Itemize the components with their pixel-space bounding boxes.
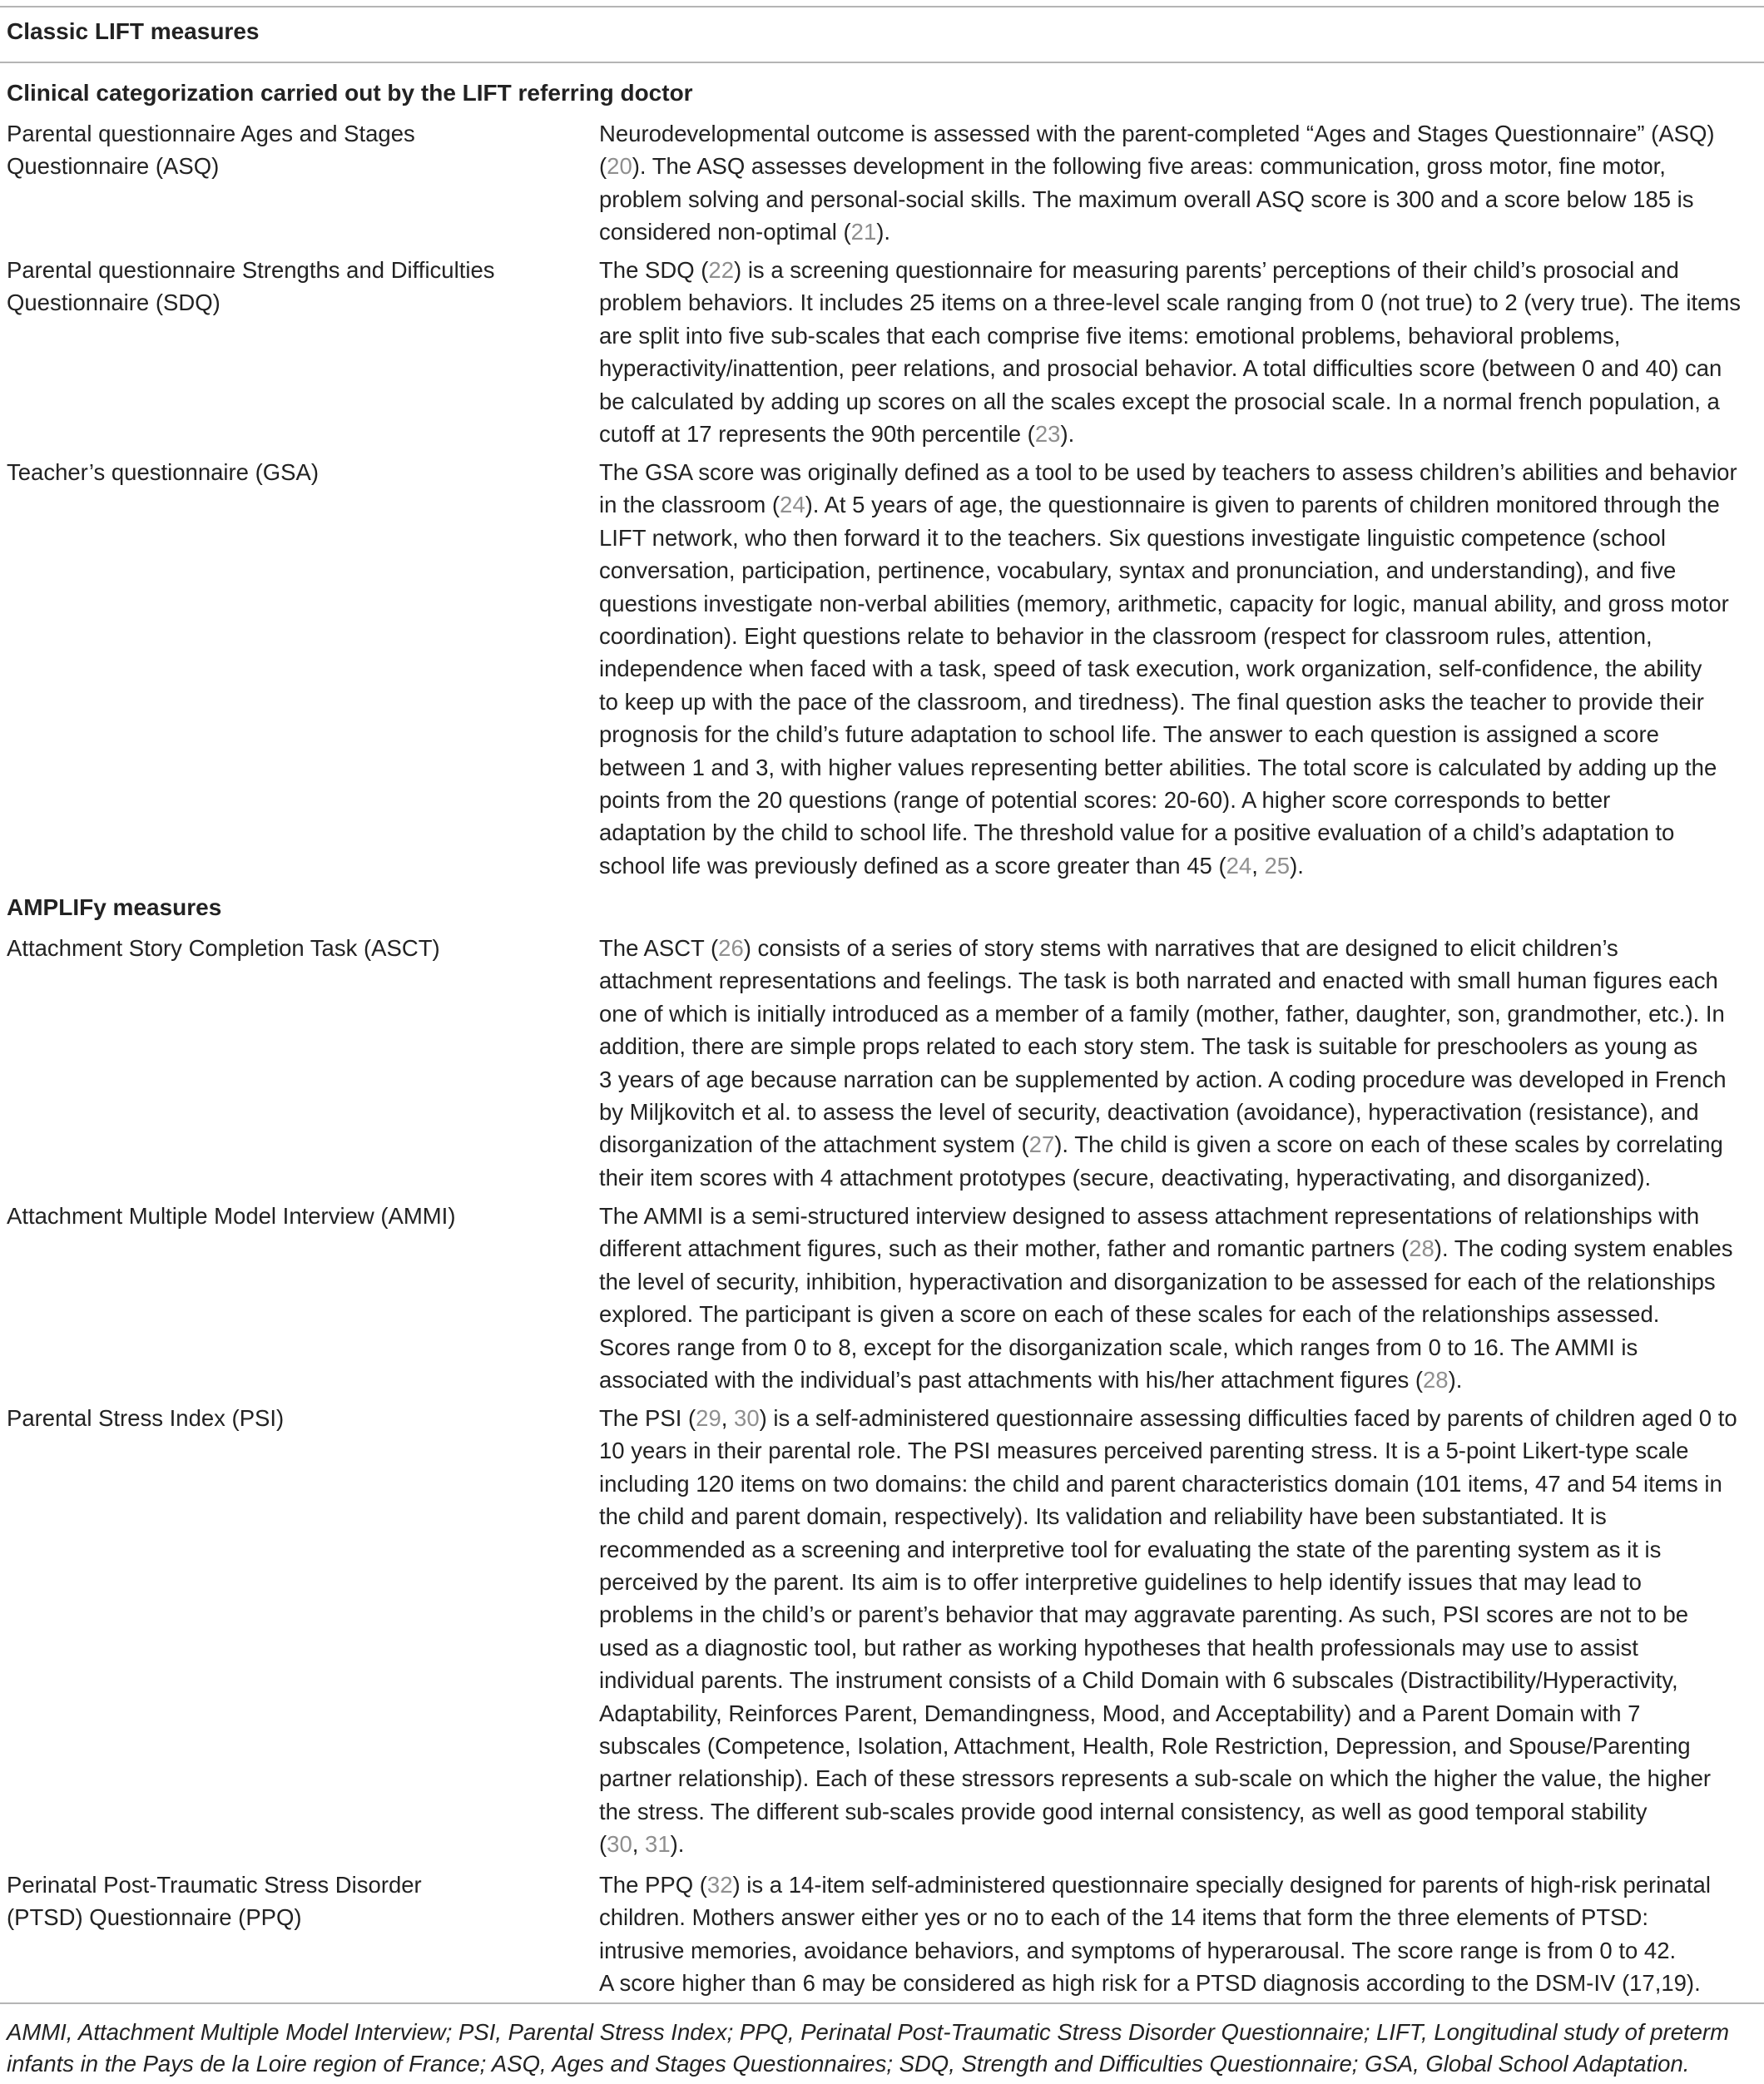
description-text: ). [1060, 421, 1075, 448]
row-description [599, 1869, 1761, 2000]
citation-ref: 30 [607, 1831, 632, 1858]
description-text: , [632, 1831, 646, 1858]
description-text: 3 years of age because narration can be supplemented by action. A coding procedure was developed in French [599, 1066, 1727, 1092]
description-line [599, 1934, 1761, 1967]
row-label: Parental Stress Index (PSI) [7, 1405, 285, 1431]
description-text: The GSA score was originally defined as a tool to be used by teachers to assess children’s abilities and behavior [599, 459, 1737, 485]
citation-ref: 25 [1264, 852, 1291, 879]
row-label: Parental questionnaire Ages and Stages Questionnaire (ASQ) [7, 121, 415, 180]
description-text: problems in the child’s or parent’s behavior that may aggravate parenting. As such, PSI scores are not to be [599, 1601, 1689, 1628]
description-line [599, 456, 1761, 488]
description-text: problem behaviors. It includes 25 items on a three-level scale ranging from 0 (not true) to 2 (very true). The items [599, 290, 1742, 316]
description-text: one of which is initially introduced as a member of a family (mother, father, daughter, son, grandmother, etc.). In [599, 1000, 1725, 1027]
description-text: 10 years in their parental role. The PSI measures perceived parenting stress. It is a 5-point Likert-type scale [599, 1438, 1689, 1464]
description-text: hyperactivity/inattention, peer relations, and prosocial behavior. A total difficulties score (between 0 and 40) can [599, 355, 1722, 382]
description-text: used as a diagnostic tool, but rather as working hypotheses that health professionals may use to assist [599, 1634, 1638, 1661]
header-rule [0, 62, 1764, 63]
description-line [599, 554, 1761, 587]
description-text: addition, there are simple props related to each story stem. The task is suitable for preschoolers as young as [599, 1033, 1698, 1060]
description-text: coordination). Eight questions relate to behavior in the classroom (respect for classroom rules, attention, [599, 623, 1653, 650]
description-line [599, 418, 1761, 450]
description-text: , [721, 1405, 735, 1431]
description-line [599, 620, 1761, 652]
citation-ref: 32 [706, 1872, 733, 1898]
description-line [599, 1828, 1761, 1860]
description-text: partner relationship). Each of these stressors represents a sub-scale on which the higher the value, the higher [599, 1765, 1712, 1792]
description-text: perceived by the parent. Its aim is to offer interpretive guidelines to help identify issues that may lead to [599, 1569, 1642, 1596]
description-text: The SDQ ( [599, 257, 709, 283]
description-line [599, 319, 1761, 352]
section-heading-clinical: Clinical categorization carried out by the LIFT referring doctor [7, 80, 693, 106]
row-description [599, 932, 1761, 1194]
citation-ref: 24 [1226, 852, 1252, 879]
citation-ref: 24 [780, 492, 805, 518]
description-line [599, 1967, 1761, 1999]
description-text: considered non-optimal ( [599, 219, 851, 245]
description-line [599, 1265, 1761, 1298]
description-line [599, 150, 1761, 182]
description-line [599, 751, 1761, 784]
row-description [599, 117, 1761, 249]
description-line [599, 816, 1761, 849]
description-text: ) consists of a series of story stems with narratives that are designed to elicit children’s [743, 935, 1618, 961]
description-text: ). The ASQ assesses development in the following five areas: communication, gross motor, fine motor, [632, 153, 1666, 180]
description-text: different attachment figures, such as their mother, father and romantic partners ( [599, 1235, 1410, 1262]
description-text: the stress. The different sub-scales provide good internal consistency, as well as good temporal stability [599, 1798, 1648, 1824]
description-text: be calculated by adding up scores on all the scales except the prosocial scale. In a normal french population, a [599, 388, 1720, 414]
description-text: including 120 items on two domains: the child and parent characteristics domain (101 items, 47 and 54 items in [599, 1470, 1722, 1497]
description-text: children. Mothers answer either yes or no to each of the 14 items that form the three elements of PTSD: [599, 1904, 1649, 1931]
description-text: LIFT network, who then forward it to the teachers. Six questions investigate linguistic competence (school [599, 524, 1666, 551]
description-line [599, 1402, 1761, 1434]
description-line [599, 1795, 1761, 1828]
description-text: to keep up with the pace of the classroom, and tiredness). The final question asks the teacher to provide their [599, 688, 1704, 715]
description-line [599, 117, 1761, 150]
description-text: ). The child is given a score on each of these scales by correlating [1054, 1131, 1723, 1158]
description-line [599, 1762, 1761, 1794]
description-line [599, 1533, 1761, 1566]
description-text: associated with the individual’s past attachments with his/her attachment figures ( [599, 1367, 1423, 1393]
description-text: problem solving and personal-social skills. The maximum overall ASQ score is 300 and a score below 185 is [599, 186, 1694, 212]
description-line [599, 784, 1761, 816]
description-line [599, 652, 1761, 685]
description-line [599, 1697, 1761, 1730]
description-line [599, 1869, 1761, 1901]
description-text: ) is a self-administered questionnaire assessing difficulties faced by parents of children aged 0 to [759, 1405, 1737, 1431]
description-text: conversation, participation, pertinence, vocabulary, syntax and pronunciation, and understanding), and five [599, 557, 1677, 584]
description-line [599, 1598, 1761, 1631]
description-line [599, 286, 1761, 319]
row-description [599, 456, 1761, 882]
description-text: ( [599, 1831, 607, 1858]
description-line [599, 1468, 1761, 1500]
description-line [599, 1298, 1761, 1330]
description-line [599, 1500, 1761, 1532]
description-text: disorganization of the attachment system ( [599, 1131, 1029, 1158]
description-line [599, 1566, 1761, 1598]
description-text: Adaptability, Reinforces Parent, Demandingness, Mood, and Acceptability) and a Parent Domain with 7 [599, 1700, 1641, 1726]
description-text: individual parents. The instrument consists of a Child Domain with 6 subscales (Distractibility/Hyperactivity, [599, 1667, 1678, 1694]
description-text: Scores range from 0 to 8, except for the disorganization scale, which ranges from 0 to 16. The AMMI is [599, 1334, 1638, 1360]
description-text: points from the 20 questions (range of potential scores: 20-60). A higher score corresponds to better [599, 787, 1611, 814]
description-line [599, 1200, 1761, 1232]
description-line [599, 1232, 1761, 1265]
row-label: Attachment Story Completion Task (ASCT) [7, 935, 440, 961]
citation-ref: 31 [645, 1831, 671, 1858]
description-line [599, 1901, 1761, 1933]
section-heading-amplify: AMPLIFy measures [7, 894, 222, 920]
description-line [599, 215, 1761, 248]
description-text: A score higher than 6 may be considered as high risk for a PTSD diagnosis according to the DSM-IV (17,19). [599, 1970, 1701, 1997]
description-text: by Miljkovitch et al. to assess the level of security, deactivation (avoidance), hyperactivation (resistance), and [599, 1099, 1699, 1126]
citation-ref: 29 [696, 1405, 721, 1431]
description-line [599, 849, 1761, 882]
row-label: Perinatal Post-Traumatic Stress Disorder (PTSD) Questionnaire (PPQ) [7, 1872, 422, 1931]
description-text: the child and parent domain, respectively). Its validation and reliability have been substantiated. It is [599, 1503, 1607, 1530]
description-line [599, 1331, 1761, 1364]
description-text: ) is a screening questionnaire for measuring parents’ perceptions of their child’s prosocial and [734, 257, 1679, 283]
table-bottom-rule [0, 2002, 1764, 2004]
table-title: Classic LIFT measures [7, 18, 260, 44]
description-text: ) is a 14-item self-administered questionnaire specially designed for parents of high-risk perinatal [732, 1872, 1711, 1898]
description-line [599, 488, 1761, 521]
description-line [599, 254, 1761, 286]
description-text: cutoff at 17 represents the 90th percentile ( [599, 421, 1035, 448]
description-text: adaptation by the child to school life. The threshold value for a positive evaluation of a child’s adaptation to [599, 819, 1675, 846]
description-line [599, 718, 1761, 750]
description-text: in the classroom ( [599, 492, 780, 518]
citation-ref: 22 [708, 257, 735, 283]
row-description [599, 254, 1761, 450]
table-top-rule [0, 6, 1764, 7]
description-text: ). [1448, 1367, 1463, 1393]
description-line [599, 1096, 1761, 1128]
row-label: Attachment Multiple Model Interview (AMMI) [7, 1203, 456, 1229]
description-line [599, 932, 1761, 964]
description-line [599, 1434, 1761, 1467]
description-line [599, 1631, 1761, 1664]
citation-ref: 21 [850, 219, 877, 245]
description-text: The PSI ( [599, 1405, 696, 1431]
description-text: questions investigate non-verbal abilities (memory, arithmetic, capacity for logic, manual ability, and gross motor [599, 590, 1729, 616]
description-line [599, 587, 1761, 620]
description-text: intrusive memories, avoidance behaviors, and symptoms of hyperarousal. The score range is from 0 to 42. [599, 1937, 1677, 1963]
description-line [599, 1063, 1761, 1096]
description-text: the level of security, inhibition, hyperactivation and disorganization to be assessed for each of the relationships [599, 1268, 1716, 1294]
description-line [599, 522, 1761, 554]
description-text: ). [876, 219, 891, 245]
description-text: are split into five sub-scales that each comprise five items: emotional problems, behavioral problems, [599, 322, 1621, 349]
description-line [599, 1030, 1761, 1062]
row-label: Parental questionnaire Strengths and Difficulties Questionnaire (SDQ) [7, 257, 495, 316]
citation-ref: 26 [718, 935, 744, 961]
description-text: independence when faced with a task, speed of task execution, work organization, self-confidence, the ability [599, 656, 1702, 682]
description-text: school life was previously defined as a score greater than 45 ( [599, 852, 1226, 879]
description-text: subscales (Competence, Isolation, Attachment, Health, Role Restriction, Depression, and Spouse/Parenting [599, 1733, 1691, 1760]
citation-ref: 20 [607, 153, 632, 180]
citation-ref: 27 [1028, 1131, 1055, 1158]
description-line [599, 352, 1761, 384]
description-line [599, 997, 1761, 1030]
citation-ref: 28 [1423, 1367, 1449, 1393]
description-text: , [1251, 852, 1265, 879]
description-text: Neurodevelopmental outcome is assessed with the parent-completed “Ages and Stages Questionnaire” (ASQ) [599, 121, 1715, 146]
description-text: prognosis for the child’s future adaptation to school life. The answer to each question is assigned a score [599, 721, 1659, 748]
row-description [599, 1402, 1761, 1861]
description-text: The PPQ ( [599, 1872, 707, 1898]
description-line [599, 385, 1761, 418]
description-line [599, 1664, 1761, 1696]
row-description [599, 1200, 1761, 1396]
description-text: ). [670, 1831, 685, 1858]
description-line [599, 964, 1761, 997]
row-label: Teacher’s questionnaire (GSA) [7, 459, 320, 485]
footnote-line: infants in the Pays de la Loire region of France; ASQ, Ages and Stages Questionnaires; SDQ, Strength and Difficulties Questionnaire; GSA, Global School Adaptation. [7, 2051, 1690, 2077]
description-line [599, 183, 1761, 215]
citation-ref: 28 [1409, 1235, 1434, 1262]
description-line [599, 1128, 1761, 1161]
description-line [599, 1364, 1761, 1396]
description-text: ( [599, 153, 607, 180]
description-text: The AMMI is a semi-structured interview designed to assess attachment representations of relationships with [599, 1203, 1700, 1229]
description-line [599, 686, 1761, 718]
description-text: ). The coding system enables [1434, 1235, 1733, 1262]
description-text: attachment representations and feelings. The task is both narrated and enacted with small human figures each [599, 968, 1718, 994]
description-line [599, 1161, 1761, 1194]
footnote-line: AMMI, Attachment Multiple Model Interview; PSI, Parental Stress Index; PPQ, Perinatal Post-Traumatic Stress Disorder Questionnaire; LIFT, Longitudinal study of preterm [7, 2019, 1729, 2045]
description-text: their item scores with 4 attachment prototypes (secure, deactivating, hyperactivating, and disorganized). [599, 1164, 1652, 1191]
citation-ref: 30 [734, 1405, 760, 1431]
description-text: explored. The participant is given a score on each of these scales for each of the relationships assessed. [599, 1301, 1660, 1328]
description-text: The ASCT ( [599, 935, 719, 961]
description-text: ). [1290, 852, 1304, 879]
description-line [599, 1730, 1761, 1762]
description-text: recommended as a screening and interpretive tool for evaluating the state of the parenting system as it is [599, 1536, 1662, 1562]
table-footnote [7, 2017, 1754, 2080]
description-text: ). At 5 years of age, the questionnaire is given to parents of children monitored through the [805, 492, 1720, 518]
citation-ref: 23 [1034, 421, 1061, 448]
description-text: between 1 and 3, with higher values representing better abilities. The total score is calculated by adding up the [599, 754, 1717, 780]
